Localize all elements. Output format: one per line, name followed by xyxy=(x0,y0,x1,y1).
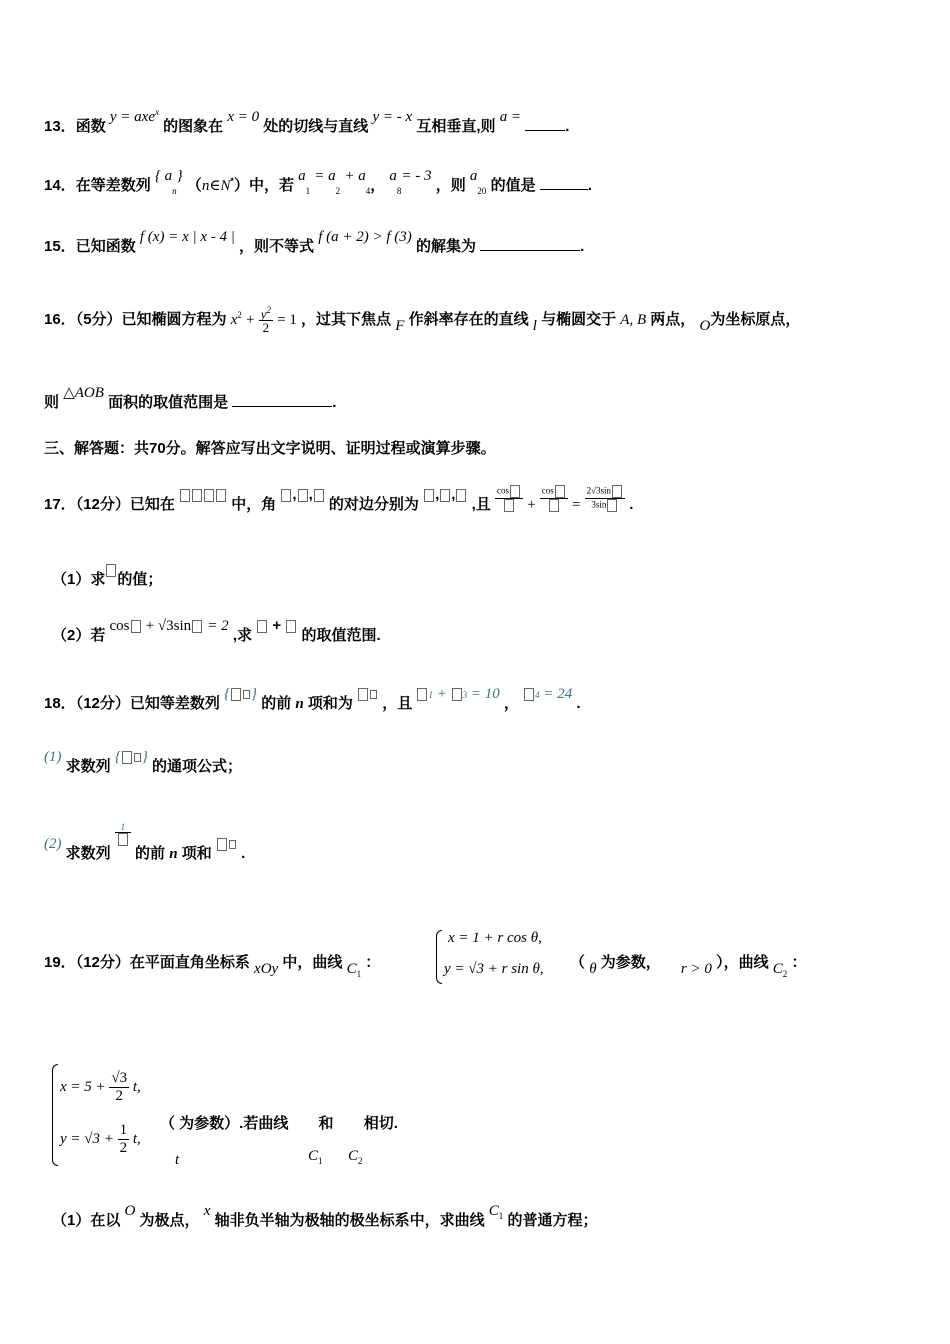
equation: y = √3 + r sin θ, xyxy=(444,961,544,977)
fraction: cos xyxy=(540,485,568,512)
q19: 19．（12分）在平面直角坐标系 xOy 中，曲线 $C_1$ ： xyxy=(44,954,381,979)
q16-line2: 则 △AOB 面积的取值范围是 . xyxy=(44,385,337,411)
section-heading: 三、解答题：共70分。解答应写出文字说明、证明过程或演算步骤。 xyxy=(44,440,496,457)
curve-c2: $C_2$ xyxy=(348,1148,363,1166)
fraction: cos xyxy=(495,485,523,512)
q14: 14．在等差数列 { $a_n$} （n∈N*）中，若 $a_1 = a_2 + a_4$， $a_8= - 3$ ，则 $a_{20}$ 的值是 . xyxy=(44,168,592,196)
q18-part2: (2) 求数列 1 的前 n 项和 . xyxy=(44,821,246,862)
answer-blank xyxy=(540,175,588,190)
q19-params: （ θ 为参数， r > 0 ），曲线 $C_2$ ： xyxy=(570,954,807,979)
fraction: 1 xyxy=(115,823,131,846)
answer-blank xyxy=(525,116,565,131)
q17-part2: （2）若 cos + √3sin = 2 ,求 + 的取值范围. xyxy=(52,617,381,644)
q17: 17．（12分）已知在 中，角 , , 的对边分别为 , , ,且 cos + cos = $\frac{2√3\sin}{3\sin}$ . xyxy=(44,485,634,513)
q18-part1: (1) 求数列 { } 的通项公式； xyxy=(44,749,243,775)
equation: x = 1 + r cos θ, xyxy=(448,930,542,946)
param-t: t xyxy=(175,1152,180,1168)
curve-c1: $C_1$ xyxy=(308,1148,323,1166)
q19-part1: （1）在以 O 为极点， x 轴非负半轴为极轴的极坐标系中，求曲线 $C_1$ 的普通方程； xyxy=(52,1203,598,1229)
answer-blank xyxy=(480,236,580,251)
answer-blank xyxy=(232,392,332,407)
q16: 16．（5分）已知椭圆方程为 $x^2$ + $\frac{y^2}{2}$ = 1 ，过其下焦点 F 作斜率存在的直线 l 与椭圆交于 A, B 两点， O为坐标原点， xyxy=(44,305,801,336)
q15: 15．已知函数 f (x) = x | x - 4 | ，则不等式 f (a + 2) > f (3) 的解集为 . xyxy=(44,229,585,255)
q17-part1: （1）求 的值； xyxy=(52,572,162,587)
brace xyxy=(436,930,442,984)
equation: y = √3 + $\frac{1}{2}$ t, xyxy=(60,1122,141,1156)
fraction: $\frac{2√3\sin}{3\sin}$ xyxy=(585,485,625,512)
fraction: $\frac{y^2}{2}$ xyxy=(260,305,271,336)
q18: 18．（12分）已知等差数列 { } 的前 n 项和为 ，且 1 + 3 = 10 ， 4 = 24 . xyxy=(44,686,581,712)
q13: 13．函数 y = axe$^x$ 的图象在 x = 0 处的切线与直线 y = - x 互相垂直,则 a = . xyxy=(44,107,570,135)
q19-line2: （ 为参数）.若曲线 和 相切. xyxy=(160,1115,398,1132)
equation: x = 5 + $\frac{√3}{2}$ t, xyxy=(60,1070,141,1104)
brace xyxy=(52,1064,58,1166)
